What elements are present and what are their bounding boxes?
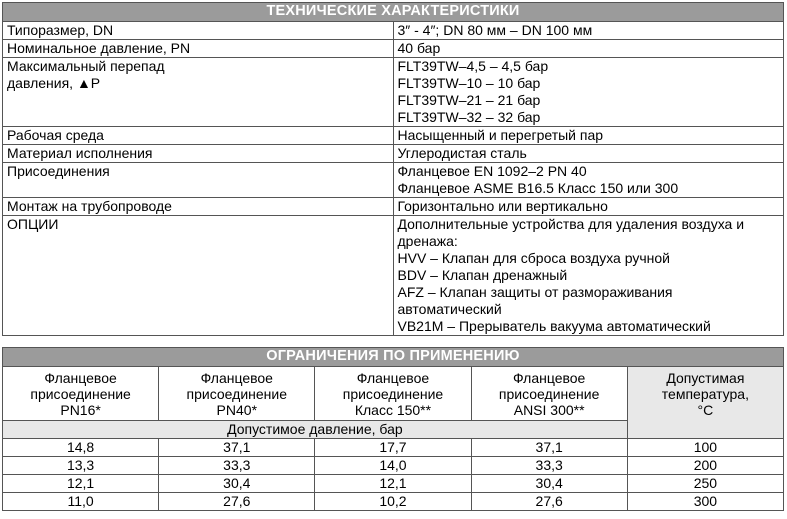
limits-data-row [3,457,784,475]
column-header-line: присоединение [342,386,444,402]
column-header-line: Фланцевое [356,370,430,386]
column-header-line: присоединение [30,386,131,402]
pressure-value: 33,3 [471,457,627,475]
spec-value-line: 3″ - 4″; DN 80 мм – DN 100 мм [397,22,593,38]
column-header-line: присоединение [498,386,600,402]
column-header-line: Фланцевое [512,370,586,386]
pressure-value: 14,8 [3,439,159,457]
temperature-value: 300 [627,493,783,511]
column-header-line: PN40* [216,402,258,418]
pressure-value: 30,4 [159,475,315,493]
spec-value-line: FLT39TW–32 – 32 бар [397,109,541,125]
specs-body [3,22,784,336]
limits-column-header [159,367,315,421]
spec-row [3,58,784,127]
spec-value-line: Насыщенный и перегретый пар [397,127,604,143]
spec-row [3,22,784,40]
spec-value-line: Дополнительные устройства для удаления воздуха и дренажа: [397,216,745,249]
limits-table [2,347,784,511]
spec-value-line: Фланцевое ASME B16.5 Класс 150 или 300 [397,180,679,196]
pressure-value: 12,1 [3,475,159,493]
temperature-value: 100 [627,439,783,457]
spec-label-line: Присоединения [7,163,110,179]
spec-value-cell [393,58,784,127]
spec-row [3,40,784,58]
spec-value-line: FLT39TW–10 – 10 бар [397,75,541,91]
limits-column-header [471,367,627,421]
spec-value-line: 40 бар [397,40,441,56]
spec-label-cell [3,163,394,198]
spec-value-cell [393,127,784,145]
spec-label-line: Максимальный перепад [7,58,165,74]
spec-label-line: Материал исполнения [7,145,153,161]
spec-label-cell [3,198,394,216]
spec-value-line: Фланцевое EN 1092–2 PN 40 [397,163,587,179]
spec-value-line: HVV – Клапан для сброса воздуха ручной [397,250,670,266]
spec-value-line: FLT39TW–4,5 – 4,5 бар [397,58,549,74]
temperature-value: 250 [627,475,783,493]
pressure-value: 27,6 [159,493,315,511]
spec-value-cell [393,22,784,40]
pressure-value: 12,1 [315,475,471,493]
spec-label-line: Типоразмер, DN [7,22,114,38]
spec-label-line: Номинальное давление, PN [7,40,191,56]
limits-column-header [627,367,783,439]
pressure-value: 37,1 [471,439,627,457]
spec-label-cell [3,216,394,336]
spec-label-line: Рабочая среда [7,127,104,143]
limits-column-header [315,367,471,421]
temperature-value: 200 [627,457,783,475]
limits-body [3,367,784,511]
spec-value-line: Горизонтально или вертикально [397,198,608,214]
spec-value-line: BDV – Клапан дренажный [397,267,568,283]
spec-row [3,216,784,336]
specs-title: ТЕХНИЧЕСКИЕ ХАРАКТЕРИСТИКИ [3,3,784,22]
spec-value-cell [393,163,784,198]
pressure-value: 37,1 [159,439,315,457]
spec-label-cell [3,145,394,163]
pressure-value: 17,7 [315,439,471,457]
column-header-line: Класс 150** [354,402,432,418]
column-header-line: Фланцевое [44,370,117,386]
column-header-line: °C [697,402,714,418]
column-header-line: ANSI 300** [513,402,585,418]
limits-data-row [3,439,784,457]
spec-label-line: давления, ▲P [7,75,101,91]
limits-data-row [3,493,784,511]
spec-label-line: ОПЦИИ [7,216,59,232]
pressure-value: 27,6 [471,493,627,511]
pressure-value: 33,3 [159,457,315,475]
pressure-value: 14,0 [315,457,471,475]
column-header-line: Допустимая температура, [661,370,749,402]
column-header-line: Фланцевое [200,370,273,386]
column-header-line: PN16* [60,402,101,418]
spec-row [3,145,784,163]
spec-label-cell [3,40,394,58]
column-header-line: присоединение [186,386,288,402]
limits-title: ОГРАНИЧЕНИЯ ПО ПРИМЕНЕНИЮ [3,348,784,367]
spec-value-cell [393,145,784,163]
limits-data-row [3,475,784,493]
pressure-value: 13,3 [3,457,159,475]
spec-value-line: Углеродистая сталь [397,145,527,161]
spec-value-cell [393,40,784,58]
spec-label-cell [3,58,394,127]
spec-label-cell [3,22,394,40]
spec-row [3,163,784,198]
spec-value-line: FLT39TW–21 – 21 бар [397,92,541,108]
limits-column-header [3,367,159,421]
spec-label-cell [3,127,394,145]
spec-row [3,198,784,216]
limits-column-header-row [3,367,784,421]
spec-value-cell [393,198,784,216]
pressure-value: 30,4 [471,475,627,493]
spec-value-line: AFZ – Клапан защиты от размораживания автоматический [397,284,673,317]
spec-value-cell [393,216,784,336]
specs-table [2,2,784,336]
pressure-value: 11,0 [3,493,159,511]
spec-value-line: VB21M – Прерыватель вакуума автоматический [397,318,711,334]
spec-label-line: Монтаж на трубопроводе [7,198,172,214]
pressure-value: 10,2 [315,493,471,511]
spec-row [3,127,784,145]
pressure-label: Допустимое давление, бар [3,421,628,439]
